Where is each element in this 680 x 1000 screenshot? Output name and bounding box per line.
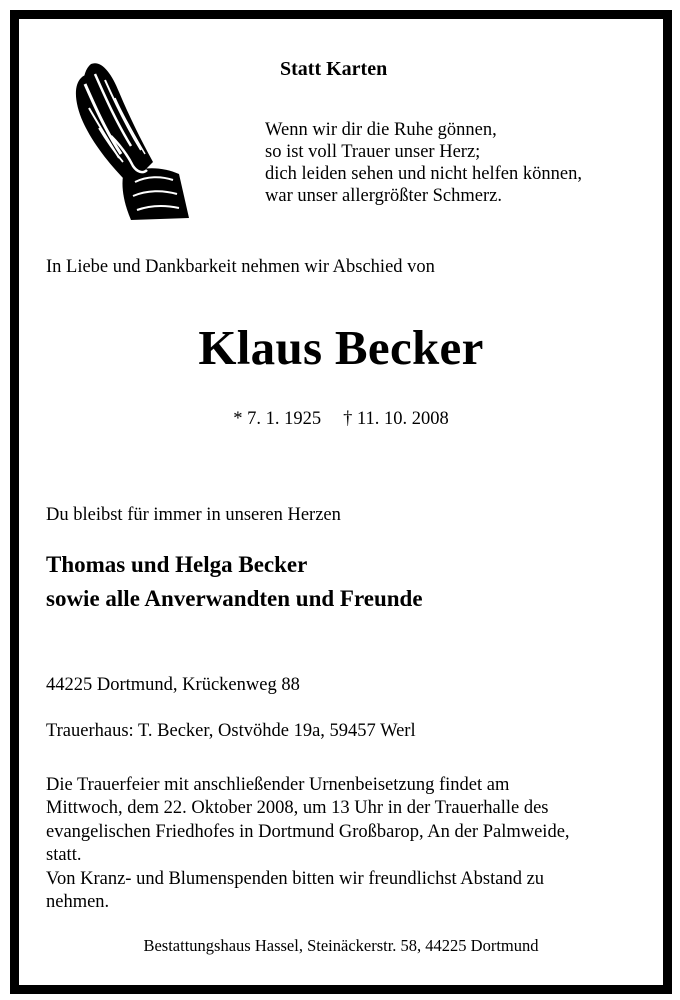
remembrance-text: Du bleibst für immer in unseren Herzen [46, 505, 341, 525]
notice-line: evangelischen Friedhofes in Dortmund Großbarop, An der Palmweide, [46, 821, 570, 842]
intro-text: In Liebe und Dankbarkeit nehmen wir Abschied von [46, 257, 435, 277]
funeral-home: Bestattungshaus Hassel, Steinäckerstr. 58, 44225 Dortmund [143, 936, 539, 955]
heading: Statt Karten [280, 58, 388, 80]
life-dates [19, 409, 663, 430]
poem [265, 119, 582, 207]
birth-date: * 7. 1. 1925 [233, 409, 322, 429]
family-address: 44225 Dortmund, Krückenweg 88 [46, 675, 300, 695]
poem-line: dich leiden sehen und nicht helfen können, [265, 164, 582, 184]
mourners [46, 548, 423, 616]
notice-line: Mittwoch, dem 22. Oktober 2008, um 13 Uhr in der Trauerhalle des [46, 798, 549, 819]
mourner-line: Thomas und Helga Becker [46, 552, 308, 577]
notice-line: Die Trauerfeier mit anschließender Urnenbeisetzung findet am [46, 775, 510, 795]
mourning-house: Trauerhaus: T. Becker, Ostvöhde 19a, 59457 Werl [46, 721, 416, 741]
notice-line: nehmen. [46, 892, 110, 913]
notice-line: statt. [46, 845, 82, 866]
poem-line: war unser allergrößter Schmerz. [265, 186, 502, 206]
praying-hands-icon [61, 58, 191, 223]
funeral-notice [46, 774, 656, 914]
obituary-frame [10, 10, 672, 994]
poem-line: so ist voll Trauer unser Herz; [265, 142, 481, 162]
mourner-line: sowie alle Anverwandten und Freunde [46, 586, 423, 611]
death-date: † 11. 10. 2008 [343, 409, 449, 429]
poem-line: Wenn wir dir die Ruhe gönnen, [265, 120, 497, 140]
deceased-name: Klaus Becker [198, 320, 484, 375]
notice-line: Von Kranz- und Blumenspenden bitten wir freundlichst Abstand zu [46, 868, 545, 889]
